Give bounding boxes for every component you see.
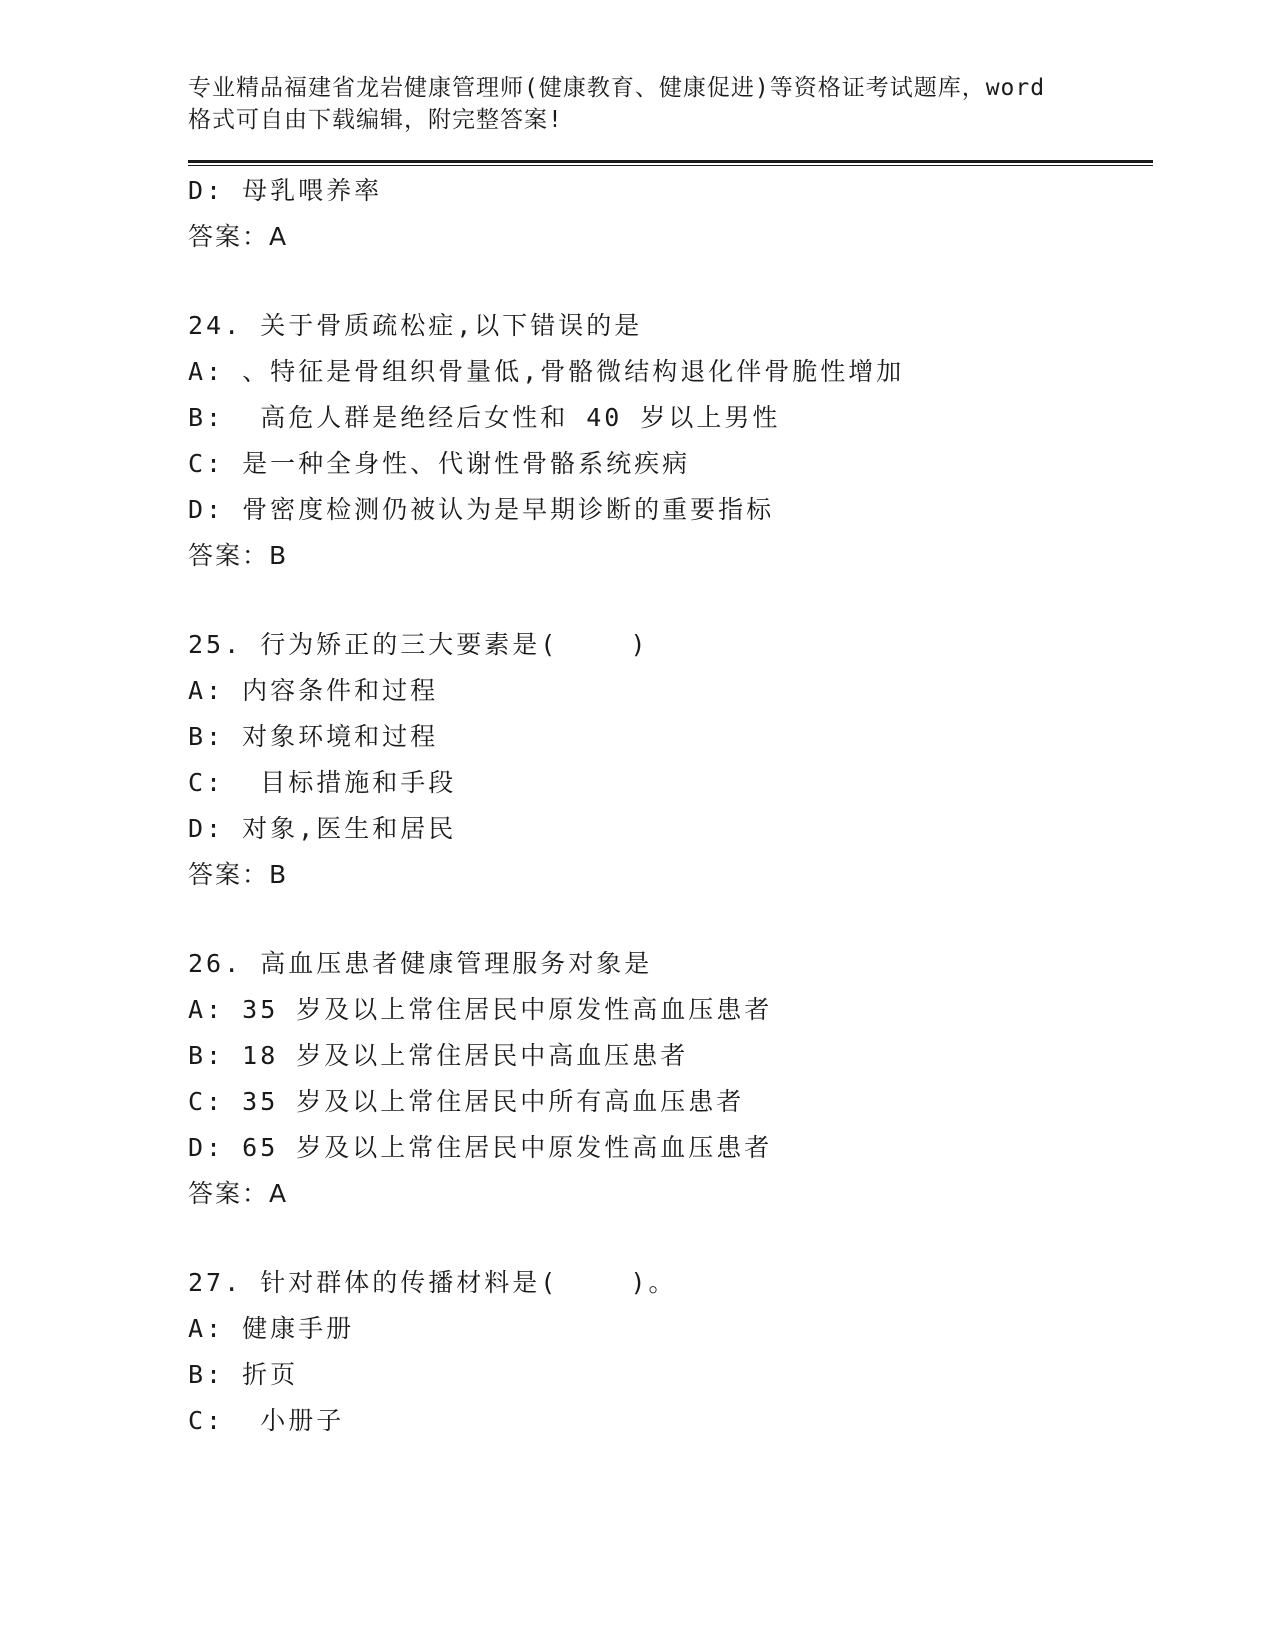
option-b: B: 高危人群是绝经后女性和 40 岁以上男性	[188, 403, 781, 432]
option-b: B: 18 岁及以上常住居民中高血压患者	[188, 1041, 689, 1070]
question-27	[188, 1260, 1153, 1444]
question-26	[188, 941, 1153, 1217]
option-c: C: 目标措施和手段	[188, 768, 457, 797]
option-c: C: 是一种全身性、代谢性骨骼系统疾病	[188, 449, 691, 478]
option-a: A: 、特征是骨组织骨量低,骨骼微结构退化伴骨脆性增加	[188, 357, 905, 386]
option-d: D: 骨密度检测仍被认为是早期诊断的重要指标	[188, 495, 775, 524]
option-d: D: 对象,医生和居民	[188, 814, 457, 843]
header-line-1: 专业精品福建省龙岩健康管理师(健康教育、健康促进)等资格证考试题库，word	[188, 75, 1046, 101]
option-b: B: 对象环境和过程	[188, 722, 439, 751]
option-c: C: 35 岁及以上常住居民中所有高血压患者	[188, 1087, 745, 1116]
option-a: A: 内容条件和过程	[188, 676, 439, 705]
header-divider	[188, 160, 1153, 166]
document-page	[188, 72, 1153, 1444]
prev-option-d: D: 母乳喂养率	[188, 176, 383, 205]
answer: 答案：B	[188, 860, 289, 889]
option-a: A: 35 岁及以上常住居民中原发性高血压患者	[188, 995, 773, 1024]
option-c: C: 小册子	[188, 1406, 345, 1435]
question-stem: 27. 针对群体的传播材料是( )。	[188, 1268, 677, 1297]
option-d: D: 65 岁及以上常住居民中原发性高血压患者	[188, 1133, 773, 1162]
question-25	[188, 622, 1153, 898]
option-a: A: 健康手册	[188, 1314, 355, 1343]
option-b: B: 折页	[188, 1360, 299, 1389]
question-24	[188, 303, 1153, 579]
answer: 答案：A	[188, 1179, 289, 1208]
header-line-2: 格式可自由下载编辑，附完整答案!	[188, 107, 563, 133]
question-stem: 26. 高血压患者健康管理服务对象是	[188, 949, 653, 978]
answer: 答案：B	[188, 541, 289, 570]
prev-answer: 答案：A	[188, 222, 289, 251]
document-header	[188, 72, 1153, 136]
question-stem: 25. 行为矫正的三大要素是( )	[188, 630, 649, 659]
question-stem: 24. 关于骨质疏松症,以下错误的是	[188, 311, 643, 340]
